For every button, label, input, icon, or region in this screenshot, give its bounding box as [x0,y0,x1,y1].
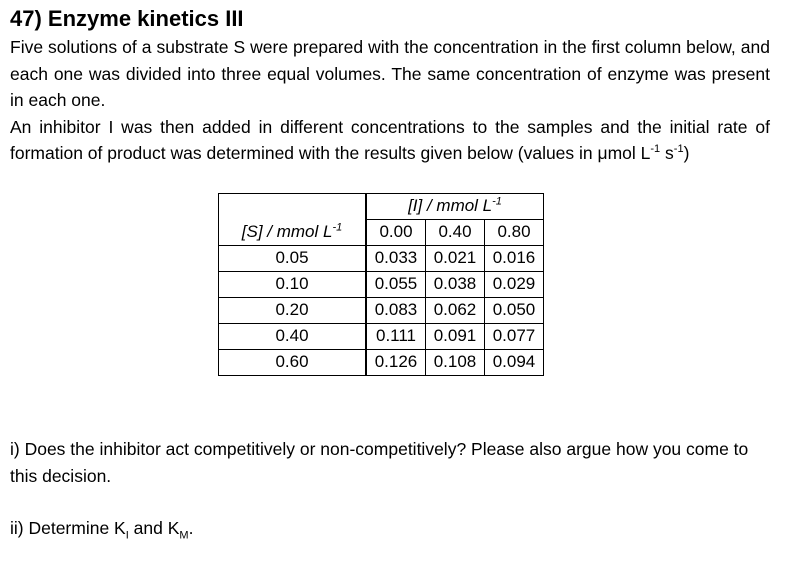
rate-cell: 0.083 [366,297,426,323]
rate-cell: 0.126 [366,349,426,375]
rate-cell: 0.091 [426,323,485,349]
rate-cell: 0.062 [426,297,485,323]
unit-exponent: -1 [673,143,684,156]
table-row [219,323,544,349]
kinetics-table [218,193,544,376]
inhibitor-header-exponent: -1 [492,195,502,208]
question-2-prefix: ii) Determine K [10,518,126,538]
rate-cell: 0.016 [485,245,544,271]
question-2-end: . [188,518,194,538]
inhibitor-header [366,194,544,220]
table-row [219,271,544,297]
inhibitor-conc-header: 0.00 [366,219,426,245]
rate-cell: 0.050 [485,297,544,323]
inhibitor-conc-header: 0.40 [426,219,485,245]
table-row [219,349,544,375]
substrate-conc-cell: 0.10 [219,271,367,297]
rate-cell: 0.033 [366,245,426,271]
ki-subscript: I [125,529,129,542]
inhibitor-header-label: [I] / mmol L [408,196,493,216]
intro-paragraph-2 [10,114,770,167]
substrate-conc-cell: 0.20 [219,297,367,323]
rate-cell: 0.038 [426,271,485,297]
intro-paragraph-2-text: An inhibitor I was then added in different concentrations to the samples and the initial rate of formation of product was determined with the results given below (values in μmol L [10,116,770,163]
unit-seconds: s [660,143,674,163]
substrate-header-label: [S] / mmol L [241,221,333,241]
substrate-header-exponent: -1 [332,221,343,234]
substrate-conc-cell: 0.40 [219,323,367,349]
rate-cell: 0.077 [485,323,544,349]
rate-cell: 0.021 [426,245,485,271]
closing-paren: ) [683,143,690,163]
table-corner-cell [219,194,367,220]
question-2 [10,515,780,542]
rate-cell: 0.029 [485,271,544,297]
rate-cell: 0.094 [485,349,544,375]
km-subscript: M [179,529,189,542]
rate-cell: 0.055 [366,271,426,297]
table-row [219,297,544,323]
problem-intro [10,34,770,167]
rate-cell: 0.111 [366,323,426,349]
table-row [219,245,544,271]
rate-cell: 0.108 [426,349,485,375]
inhibitor-header-row [219,194,544,220]
column-header-row [219,219,544,245]
substrate-conc-cell: 0.60 [219,349,367,375]
substrate-conc-cell: 0.05 [219,245,367,271]
intro-paragraph-1: Five solutions of a substrate S were prepared with the concentration in the first column below, and each one was divided into three equal volumes. The same concentration of enzyme was present in each one. [10,37,770,110]
question-1: i) Does the inhibitor act competitively or non-competitively? Please also argue how you come to this decision. [10,439,749,486]
unit-exponent: -1 [650,143,661,156]
problem-title: 47) Enzyme kinetics III [10,6,244,31]
substrate-header [219,219,367,245]
inhibitor-conc-header: 0.80 [485,219,544,245]
question-2-mid: and K [128,518,180,538]
